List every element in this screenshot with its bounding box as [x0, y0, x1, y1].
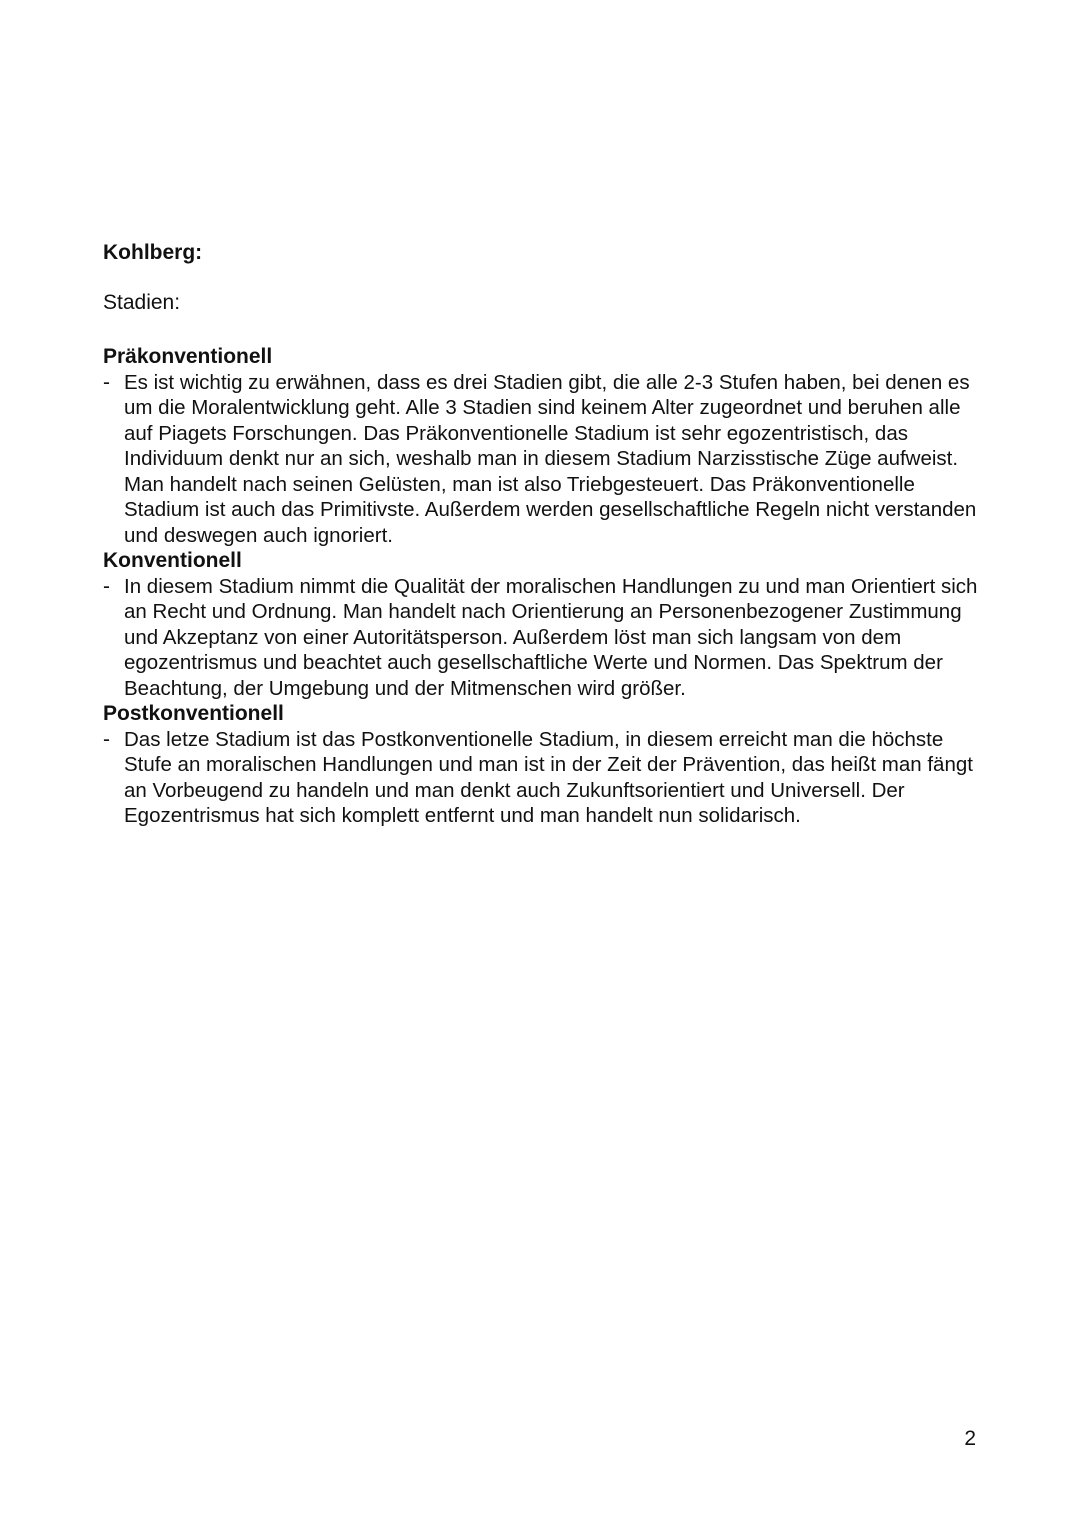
section-praekonventionell: [103, 344, 983, 548]
page-number: 2: [964, 1427, 976, 1450]
bullet-dash-icon: -: [103, 370, 110, 394]
section-postkonventionell: [103, 701, 983, 829]
stages-list: [103, 344, 983, 829]
section-heading: Konventionell: [103, 549, 242, 572]
bullet-item: [103, 574, 983, 702]
document-body: [103, 240, 983, 829]
bullet-dash-icon: -: [103, 727, 110, 751]
bullet-text: In diesem Stadium nimmt die Qualität der moralischen Handlungen zu und man Orientiert sich an Recht und Ordnung. Man handelt nach Orientierung an Personenbezogener Zustimmung und Akzeptanz von einer Autoritätsperson. Außerdem löst man sich langsam von dem egozentrismus und beachtet auch gesellschaftliche Werte und Normen. Das Spektrum der Beachtung, der Umgebung und der Mitmenschen wird größer.: [124, 574, 978, 700]
section-konventionell: [103, 548, 983, 701]
bullet-item: [103, 370, 983, 549]
section-heading: Postkonventionell: [103, 702, 284, 725]
document-title: Kohlberg:: [103, 241, 203, 264]
document-subtitle: Stadien:: [103, 291, 181, 314]
bullet-dash-icon: -: [103, 574, 110, 598]
bullet-text: Es ist wichtig zu erwähnen, dass es drei Stadien gibt, die alle 2-3 Stufen haben, bei denen es um die Moralentwicklung geht. Alle 3 Stadien sind keinem Alter zugeordnet und beruhen alle auf Piagets Forschungen. Das Präkonventionelle Stadium ist sehr egozentristisch, das Individuum denkt nur an sich, weshalb man in diesem Stadium Narzisstische Züge aufweist. Man handelt nach seinen Gelüsten, man ist also Triebgesteuert. Das Präkonventionelle Stadium ist auch das Primitivste. Außerdem werden gesellschaftliche Regeln nicht verstanden und deswegen auch ignoriert.: [124, 370, 977, 547]
section-heading: Präkonventionell: [103, 345, 273, 368]
bullet-item: [103, 727, 983, 829]
bullet-text: Das letze Stadium ist das Postkonventionelle Stadium, in diesem erreicht man die höchste Stufe an moralischen Handlungen und man ist in der Zeit der Prävention, das heißt man fängt an Vorbeugend zu handeln und man denkt auch Zukunftsorientiert und Universell. Der Egozentrismus hat sich komplett entfernt und man handelt nun solidarisch.: [124, 727, 973, 827]
